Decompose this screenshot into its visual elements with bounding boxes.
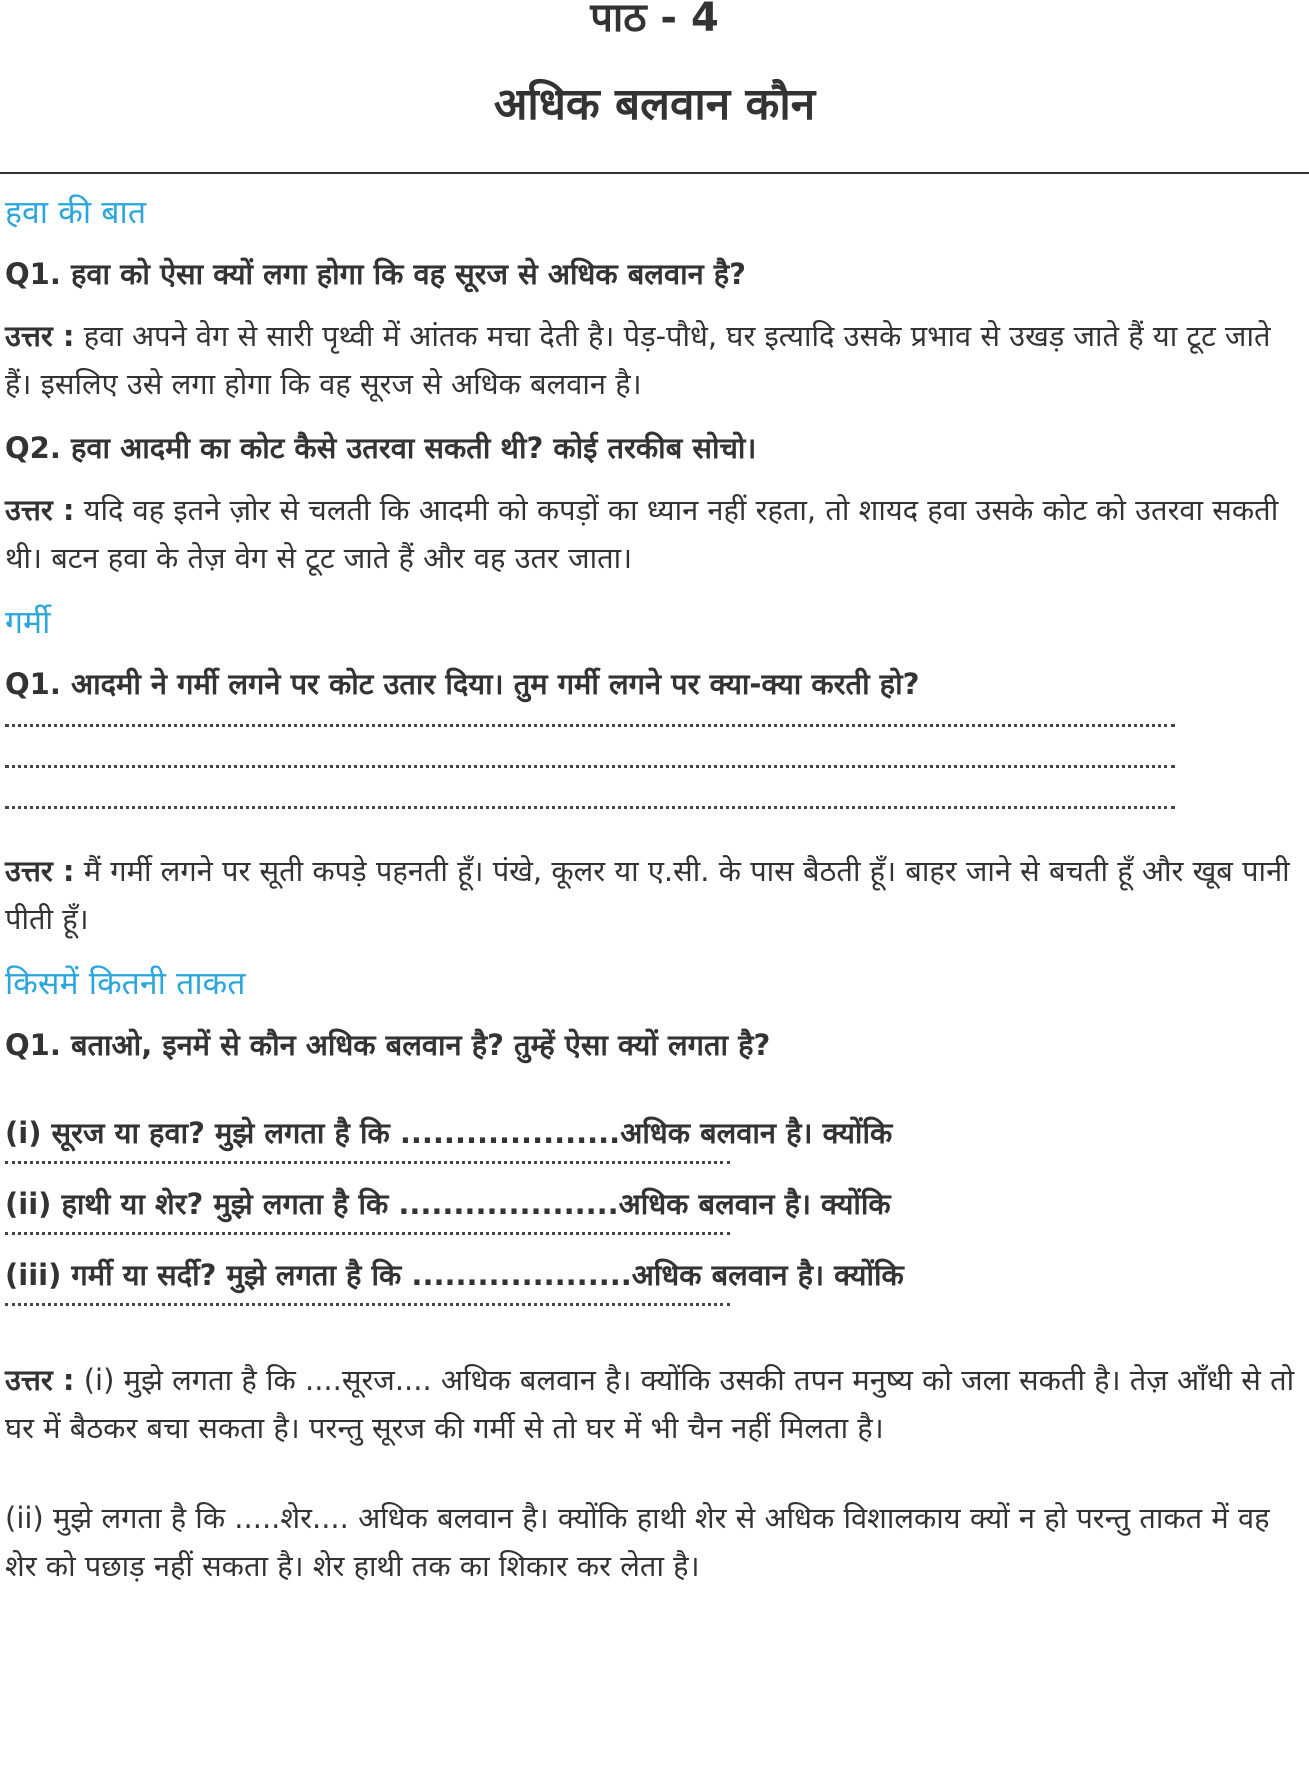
answer-label: उत्तर :	[5, 319, 75, 353]
question: Q1. हवा को ऐसा क्यों लगा होगा कि वह सूरज से अधिक बलवान है?	[5, 257, 747, 291]
section-kisme-kitni-takat	[5, 963, 1300, 1590]
answer-text: मैं गर्मी लगने पर सूती कपड़े पहनती हूँ। पंखे, कूलर या ए.सी. के पास बैठती हूँ। बाहर जाने से बचती हूँ और खूब पानी पीती हूँ।	[5, 854, 1290, 936]
writing-line	[5, 806, 1175, 809]
answer	[5, 847, 1300, 943]
writing-line	[5, 724, 1175, 727]
header-divider	[0, 172, 1309, 174]
question: Q1. बताओ, इनमें से कौन अधिक बलवान है? तुम्हें ऐसा क्यों लगता है?	[5, 1028, 771, 1062]
answer-text: यदि वह इतने ज़ोर से चलती कि आदमी को कपड़ों का ध्यान नहीं रहता, तो शायद हवा उसके कोट को उतरवा सकती थी। बटन हवा के तेज़ वेग से टूट जाते हैं और वह उतर जाता।	[5, 493, 1279, 575]
answer-label: उत्तर :	[5, 854, 75, 888]
section-heading: हवा की बात	[5, 193, 147, 231]
answer-text: (i) मुझे लगता है कि ....सूरज.... अधिक बलवान है। क्योंकि उसकी तपन मनुष्य को जला सकती है। तेज़ आँधी से तो घर में बैठकर बचा सकता है। परन्तु सूरज की गर्मी से तो घर में भी चैन नहीं मिलता है।	[5, 1363, 1295, 1445]
answer-text: हवा अपने वेग से सारी पृथ्वी में आंतक मचा देती है। पेड़-पौधे, घर इत्यादि उसके प्रभाव से उखड़ जाते हैं या टूट जाते हैं। इसलिए उसे लगा होगा कि वह सूरज से अधिक बलवान है।	[5, 319, 1271, 401]
chapter-title: अधिक बलवान कौन	[493, 79, 816, 130]
chapter-number: पाठ - 4	[590, 0, 719, 41]
section-garmi	[5, 602, 1300, 943]
answer-text: (ii) मुझे लगता है कि .....शेर.... अधिक बलवान है। क्योंकि हाथी शेर से अधिक विशालकाय क्यों न हो परन्तु ताकत में वह शेर को पछाड़ नहीं सकता है। शेर हाथी तक का शिकार कर लेता है।	[5, 1501, 1270, 1583]
answer	[5, 312, 1300, 408]
writing-line	[5, 1303, 730, 1306]
writing-line	[5, 1232, 730, 1235]
answer-label: उत्तर :	[5, 493, 75, 527]
section-hawa-ki-baat	[5, 192, 1300, 582]
writing-line	[5, 1161, 730, 1164]
fill-in-item: (ii) हाथी या शेर? मुझे लगता है कि ....................अधिक बलवान है। क्योंकि	[5, 1187, 891, 1221]
writing-line	[5, 765, 1175, 768]
fill-in-item: (i) सूरज या हवा? मुझे लगता है कि ....................अधिक बलवान है। क्योंकि	[5, 1116, 893, 1150]
answer	[5, 486, 1300, 582]
section-heading: गर्मी	[5, 603, 51, 641]
answer-label: उत्तर :	[5, 1363, 75, 1397]
fill-in-item: (iii) गर्मी या सर्दी? मुझे लगता है कि ....................अधिक बलवान है। क्योंकि	[5, 1258, 904, 1292]
answer	[5, 1356, 1300, 1452]
question: Q1. आदमी ने गर्मी लगने पर कोट उतार दिया। तुम गर्मी लगने पर क्या-क्या करती हो?	[5, 667, 920, 701]
question: Q2. हवा आदमी का कोट कैसे उतरवा सकती थी? कोई तरकीब सोचो।	[5, 431, 757, 465]
section-heading: किसमें कितनी ताकत	[5, 964, 246, 1002]
worksheet-content	[5, 192, 1300, 1610]
